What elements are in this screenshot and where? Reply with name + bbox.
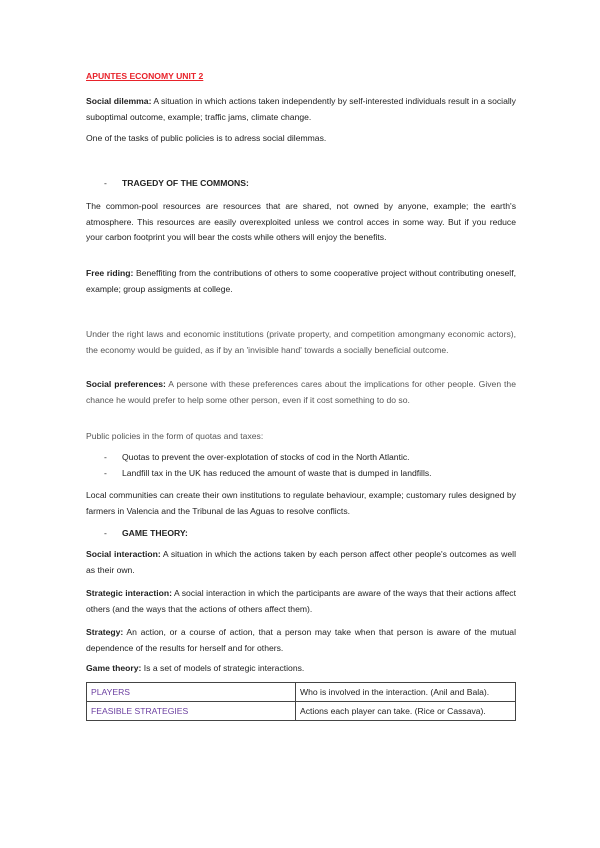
strategy-text: An action, or a course of action, that a person may take when that person is aware of the mutual dependence of the results for herself and for others. (86, 627, 516, 653)
bullet-dash-1: - (104, 452, 107, 462)
bullet-text-landfill: Landfill tax in the UK has reduced the amount of waste that is dumped in landfills. (122, 468, 432, 478)
social-preferences-term: Social preferences: (86, 379, 166, 389)
bullet-text-quotas: Quotas to prevent the over-explotation of stocks of cod in the North Atlantic. (122, 452, 410, 462)
social-interaction-text: A situation in which the actions taken by each person affect other people's outcomes as well as their own. (86, 549, 516, 575)
tragedy-heading (104, 178, 249, 188)
tragedy-dash: - (104, 178, 107, 188)
game-theory-text: Is a set of models of strategic interactions. (141, 663, 305, 673)
free-riding-paragraph (86, 266, 516, 297)
quotas-intro: Public policies in the form of quotas and taxes: (86, 431, 264, 441)
table-row (87, 683, 516, 702)
game-elements-table (86, 682, 516, 721)
common-pool-paragraph: The common-pool resources are resources that are shared, not owned by anyone, example; the earth's atmosphere. This resources are easily overexploited unless we control acces in some way. But if you reduce your carbon footprint you will bear the costs while others will enjoy the benefits. (86, 201, 516, 242)
strategy-term: Strategy: (86, 627, 124, 637)
game-theory-paragraph (86, 661, 516, 677)
social-preferences-text: A persone with these preferences cares about the implications for other people. Given the chance he would prefer to help some other person, even if it cost something to do so. (86, 379, 516, 405)
bullet-item-quotas (104, 450, 516, 466)
social-interaction-paragraph (86, 547, 516, 578)
social-dilemma-term: Social dilemma: (86, 96, 152, 106)
strategy-paragraph (86, 625, 516, 656)
table-cell-label: PLAYERS (87, 683, 296, 702)
bullet-item-landfill (104, 466, 516, 482)
strategic-interaction-term: Strategic interaction: (86, 588, 173, 598)
social-preferences-paragraph (86, 377, 516, 408)
social-dilemma-paragraph (86, 94, 516, 125)
document-title: APUNTES ECONOMY UNIT 2 (86, 71, 204, 81)
bullet-dash-2: - (104, 468, 107, 478)
game-theory-dash: - (104, 528, 107, 538)
local-communities-paragraph: Local communities can create their own institutions to regulate behaviour, example; customary rules designed by farmers in Valencia and the Tribunal de las Aguas to resolve conflicts. (86, 490, 516, 516)
tragedy-heading-text: TRAGEDY OF THE COMMONS: (122, 178, 249, 188)
game-theory-heading (104, 528, 188, 538)
table-cell-desc: Actions each player can take. (Rice or Cassava). (296, 702, 516, 721)
game-theory-heading-text: GAME THEORY: (122, 528, 188, 538)
free-riding-text: Beneffiting from the contributions of others to some cooperative project without contributing oneself, example; group assigments at college. (86, 268, 516, 294)
social-interaction-term: Social interaction: (86, 549, 161, 559)
free-riding-term: Free riding: (86, 268, 134, 278)
table-cell-desc: Who is involved in the interaction. (Anil and Bala). (296, 683, 516, 702)
game-theory-term: Game theory: (86, 663, 142, 673)
strategic-interaction-paragraph (86, 586, 516, 617)
public-policies-paragraph: One of the tasks of public policies is to adress social dilemmas. (86, 133, 327, 143)
table-cell-label: FEASIBLE STRATEGIES (87, 702, 296, 721)
table-row (87, 702, 516, 721)
invisible-hand-paragraph: Under the right laws and economic institutions (private property, and competition amongmany economic actors), the economy would be guided, as if by an 'invisible hand' towards a socially beneficial outcome. (86, 329, 516, 355)
social-dilemma-text: A situation in which actions taken independently by self-interested individuals result in a socially suboptimal outcome, example; traffic jams, climate change. (86, 96, 516, 122)
strategic-interaction-text: A social interaction in which the participants are aware of the ways that their actions affect others (and the ways that the actions of others affect them). (86, 588, 516, 614)
